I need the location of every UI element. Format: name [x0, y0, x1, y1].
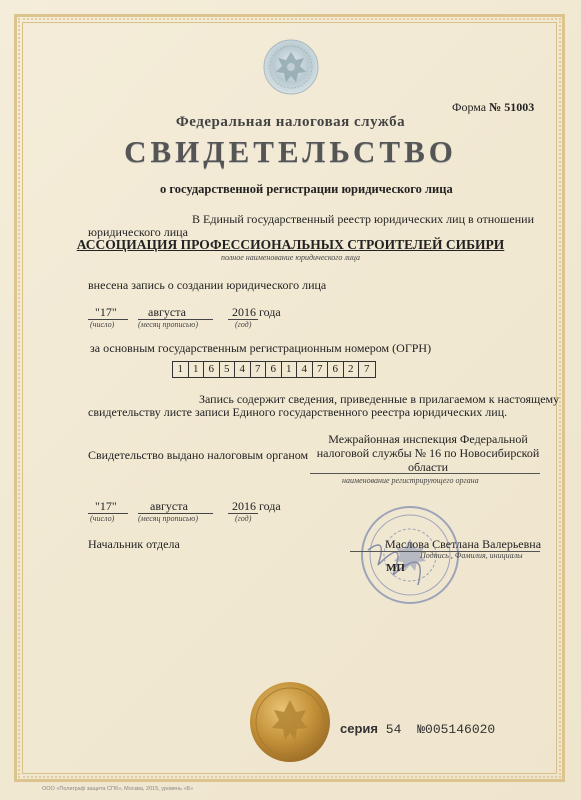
authority-caption: наименование регистрирующего органа [342, 476, 479, 485]
ogrn-digit: 4 [235, 362, 251, 377]
series-label: серия [340, 721, 378, 736]
issue-date-day: "17" [95, 499, 117, 513]
ogrn-digit: 1 [173, 362, 189, 377]
ogrn-digit: 7 [251, 362, 267, 377]
signature-caption: Подпись , Фамилия, инициалы [420, 551, 523, 560]
ogrn-digit: 5 [220, 362, 236, 377]
note-line1: Запись содержит сведения, приведенные в прилагаемом к настоящему [199, 392, 560, 406]
month-caption: (месяц прописью) [138, 514, 198, 523]
ogrn-label: за основным государственным регистрационным номером (ОГРН) [90, 341, 432, 355]
stamp-place-label: МП [386, 562, 405, 574]
intro-text-line2: юридического лица [88, 225, 188, 239]
hologram-emblem-icon [262, 38, 320, 96]
service-name: Федеральная налоговая служба [175, 114, 406, 130]
official-title: Начальник отдела [88, 537, 180, 551]
gold-seal-icon [248, 680, 332, 764]
ogrn-digit: 7 [313, 362, 329, 377]
record-year-value: 2016 [232, 305, 256, 319]
year-caption: (год) [235, 514, 252, 523]
form-number [452, 100, 534, 115]
ogrn-digit: 1 [282, 362, 298, 377]
note-line2: свидетельству листе записи Единого государственного реестра юридических лиц. [88, 405, 508, 419]
record-text: внесена запись о создании юридического лица [88, 278, 327, 292]
day-caption: (число) [90, 514, 115, 523]
issue-year-suffix: года [259, 499, 281, 513]
document-subtitle: о государственной регистрации юридического лица [160, 182, 453, 196]
ogrn-digit: 4 [297, 362, 313, 377]
form-number-value: № 51003 [489, 100, 535, 114]
ogrn-digit: 1 [189, 362, 205, 377]
ogrn-digit: 6 [328, 362, 344, 377]
form-label: Форма [452, 100, 487, 114]
printer-note: ООО «Полиграф защита СПб», Москва, 2015, уровень «Б» [42, 786, 194, 792]
organization-caption: полное наименование юридического лица [221, 253, 360, 262]
record-date-day: "17" [95, 305, 117, 319]
month-caption: (месяц прописью) [138, 320, 198, 329]
intro-text-line1: В Единый государственный реестр юридических лиц в отношении [192, 212, 535, 226]
document-title: СВИДЕТЕЛЬСТВО [124, 134, 457, 169]
issued-by-label: Свидетельство выдано налоговым органом [88, 448, 309, 462]
year-caption: (год) [235, 320, 252, 329]
ogrn-digit: 6 [204, 362, 220, 377]
issue-date-month: августа [150, 499, 188, 513]
ogrn-digit: 6 [266, 362, 282, 377]
series-number [340, 721, 495, 737]
record-date-month: августа [148, 305, 186, 319]
signer-name: Маслова Светлана Валерьевна [385, 537, 542, 551]
record-date-year [232, 305, 281, 320]
authority-underline [310, 473, 540, 474]
serial-number: №005146020 [417, 722, 496, 737]
ogrn-number-boxes [172, 361, 376, 378]
issue-date-year [232, 499, 281, 514]
series-value: 54 [385, 722, 402, 737]
day-caption: (число) [90, 320, 115, 329]
issuing-authority: Межрайонная инспекция Федеральной налоговой службы № 16 по Новосибирской области [316, 432, 540, 474]
record-year-suffix: года [259, 305, 281, 319]
ogrn-digit: 7 [364, 363, 370, 375]
issue-year-value: 2016 [232, 499, 256, 513]
ogrn-digit: 2 [344, 362, 360, 377]
organization-name: АССОЦИАЦИЯ ПРОФЕССИОНАЛЬНЫХ СТРОИТЕЛЕЙ СИБИРИ [76, 237, 505, 252]
